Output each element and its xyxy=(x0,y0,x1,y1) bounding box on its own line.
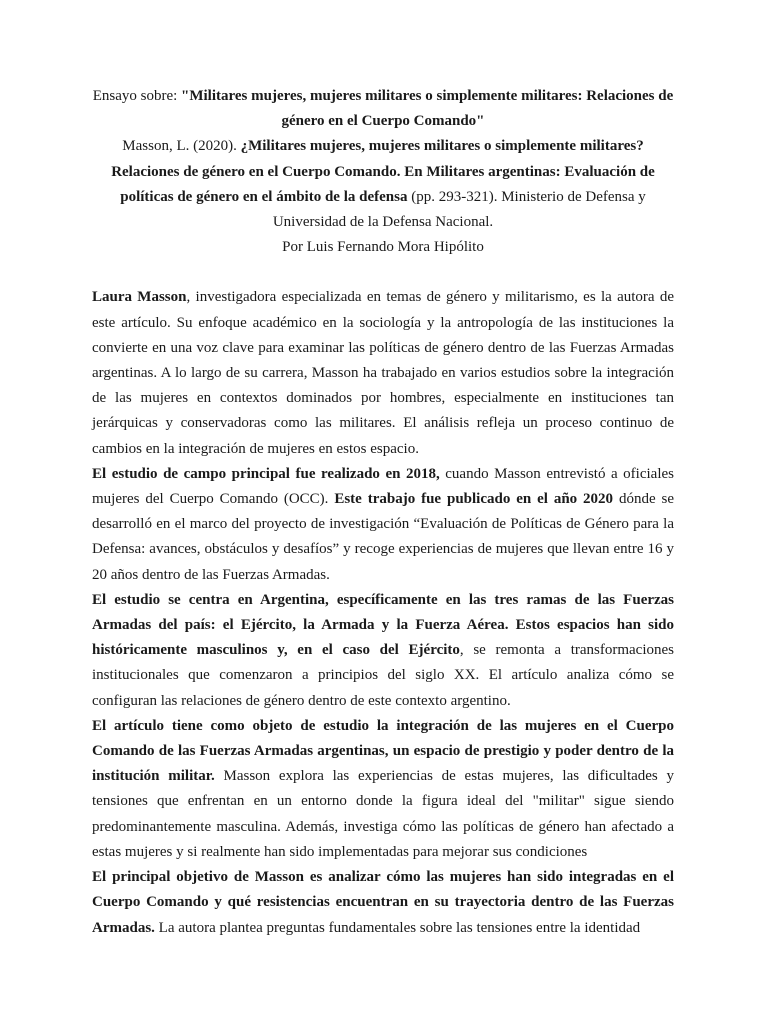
paragraph-1 xyxy=(92,285,674,461)
paragraph-5-bold: El principal objetivo de Masson es analizar cómo las mujeres han sido integradas en el Cuerpo Comando y qué resistencias encuentran en su trayectoria dentro de las Fuerzas Armadas. xyxy=(92,869,674,936)
paragraph-3-bold: El estudio se centra en Argentina, específicamente en las tres ramas de las Fuerzas Armadas del país: el Ejército, la Armada y la Fuerza Aérea. Estos espacios han sido históricamente masculinos y, en el caso del Ejército xyxy=(92,591,674,659)
citation-bold: ¿Militares mujeres, mujeres militares o simplemente militares? Relaciones de género en el Cuerpo Comando. En Militares argentinas: Evaluación de políticas de género en el ámbito de la defensa xyxy=(111,138,655,205)
essay-title xyxy=(92,84,674,134)
paragraph-4 xyxy=(92,714,674,865)
citation-lead: Masson, L. (2020). xyxy=(122,138,241,155)
paragraph-2-bold-2: Este trabajo fue publicado en el año 2020 xyxy=(334,491,614,508)
citation xyxy=(92,134,674,235)
paragraph-1-text: , investigadora especializada en temas de género y militarismo, es la autora de este artículo. Su enfoque académico en la sociología y la antropología de las instituciones la convierte en una voz clave para examinar las políticas de género dentro de las Fuerzas Armadas argentinas. A lo largo de su carrera, Masson ha trabajado en varios estudios sobre la integración de las mujeres en contextos dominados por hombres, especialmente en instituciones tan jerárquicas y conservadoras como las militares. El análisis refleja un proceso continuo de cambios en la integración de mujeres en estos espacio. xyxy=(92,289,675,457)
paragraph-2 xyxy=(92,462,674,588)
paragraph-2-text-2: dónde se desarrolló en el marco del proyecto de investigación “Evaluación de Políticas de Género para la Defensa: avances, obstáculos y desafíos” y recoge experiencias de mujeres que llevan entre 16 y 20 años dentro de las Fuerzas Armadas. xyxy=(92,491,674,583)
paragraph-2-text: cuando Masson entrevistó a oficiales mujeres del Cuerpo Comando (OCC). xyxy=(92,465,674,508)
paragraph-3 xyxy=(92,588,674,714)
author-line: Por Luis Fernando Mora Hipólito xyxy=(282,239,484,256)
paragraph-4-text: Masson explora las experiencias de estas mujeres, las dificultades y tensiones que enfrentan en un entorno donde la figura ideal del "militar" sigue siendo predominantemente masculina. Además, investiga cómo las políticas de género han afectado a estas mujeres y si realmente han sido implementadas para mejorar sus condiciones xyxy=(92,768,674,860)
spacer xyxy=(92,260,674,285)
paragraph-2-bold: El estudio de campo principal fue realizado en 2018, xyxy=(92,465,440,482)
paragraph-1-bold: Laura Masson xyxy=(92,289,187,306)
document-page xyxy=(92,84,674,941)
paragraph-3-text: , se remonta a transformaciones institucionales que comenzaron a principios del siglo XX. El artículo analiza cómo se configuran las relaciones de género dentro de este contexto argentino. xyxy=(92,642,674,709)
title-bold: "Militares mujeres, mujeres militares o simplemente militares: Relaciones de género en el Cuerpo Comando" xyxy=(181,88,674,130)
citation-tail: (pp. 293-321). Ministerio de Defensa y Universidad de la Defensa Nacional. xyxy=(272,188,646,231)
document-header xyxy=(92,84,674,260)
paragraph-4-bold: El artículo tiene como objeto de estudio la integración de las mujeres en el Cuerpo Comando de las Fuerzas Armadas argentinas, un espacio de prestigio y poder dentro de la institución militar. xyxy=(92,717,674,785)
title-prefix: Ensayo sobre: xyxy=(92,88,182,104)
paragraph-5-text: La autora plantea preguntas fundamentales sobre las tensiones entre la identidad xyxy=(154,919,641,936)
paragraph-5 xyxy=(92,865,674,941)
